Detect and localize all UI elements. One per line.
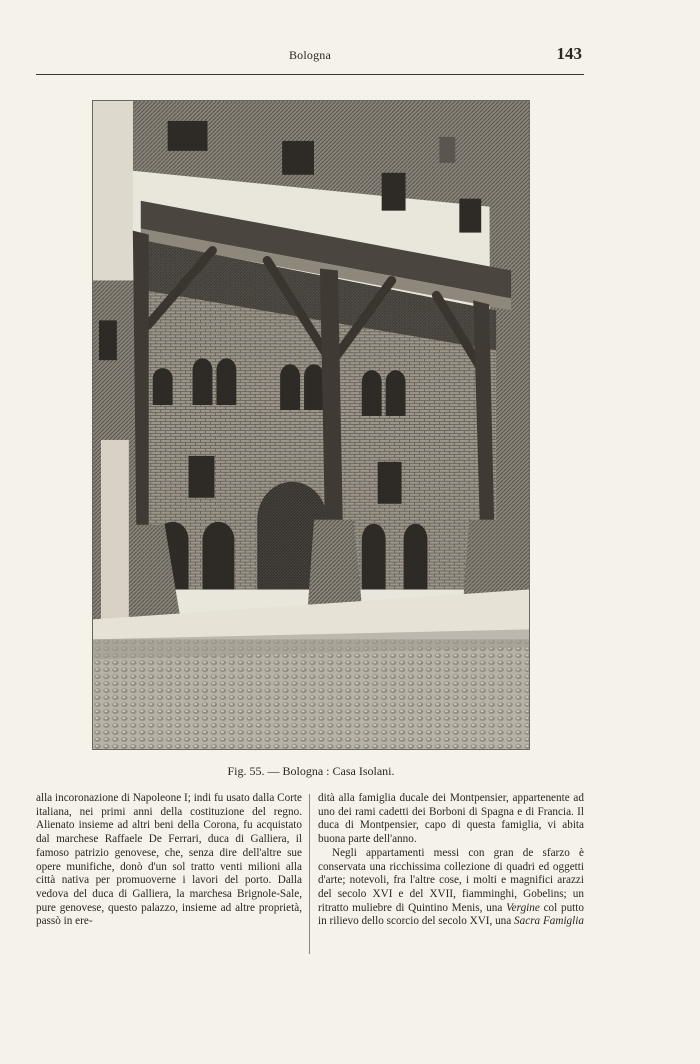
column-divider: [309, 794, 310, 954]
running-title: Bologna: [288, 48, 332, 62]
paragraph: alla incoronazione di Napoleone I; indi fu usato dalla Corte italiana, nei primi anni della costituzione del regno. Alienato insieme ad altri beni della Corona, fu acquistato dal marchese Raffaele De Ferrari, duca di Galliera, il famoso patrizio genovese, che, senza dire dell'altre sue opere munifiche, donò d'un sol tratto venti milioni alla città nativa per promuoverne i lavori del porto. Dalla vedova del duca di Galliera, la marchesa Brignole-Sale, pure genovese, questo palazzo, insieme ad altre proprietà, passò in ere-: [36, 792, 302, 928]
italic-title: Sacra Famiglia: [514, 915, 584, 928]
page-number: 143: [556, 44, 582, 63]
header-rule: [36, 74, 584, 75]
figure-caption: Fig. 55. — Bologna : Casa Isolani.: [227, 764, 395, 778]
text-column-left: [36, 792, 302, 929]
running-head: [36, 42, 584, 72]
paragraph: [318, 847, 584, 929]
engraving-illustration: [93, 101, 529, 749]
paragraph: dità alla famiglia ducale dei Montpensier, appartenente ad uno dei rami cadetti dei Borboni di Spagna e di Francia. Il duca di Montpensier, capo di questa famiglia, vi abita buona parte dell'anno.: [318, 792, 584, 846]
text-run: col putto in rilievo dello scorcio del secolo XVI, una: [318, 901, 584, 928]
text-run: Negli appartamenti messi con gran de sfarzo è conservata una ricchissima collezione di quadri ed oggetti d'arte; notevoli, fra l'altre cose, i molti e magnifici arazzi del secolo XVI e del XVII, fiamminghi, Gobelins; un ritratto muliebre di Quintino Menis, una: [318, 846, 584, 914]
engraving-casa-isolani: [92, 100, 530, 750]
text-column-right: [318, 792, 584, 929]
italic-title: Vergine: [506, 901, 540, 914]
